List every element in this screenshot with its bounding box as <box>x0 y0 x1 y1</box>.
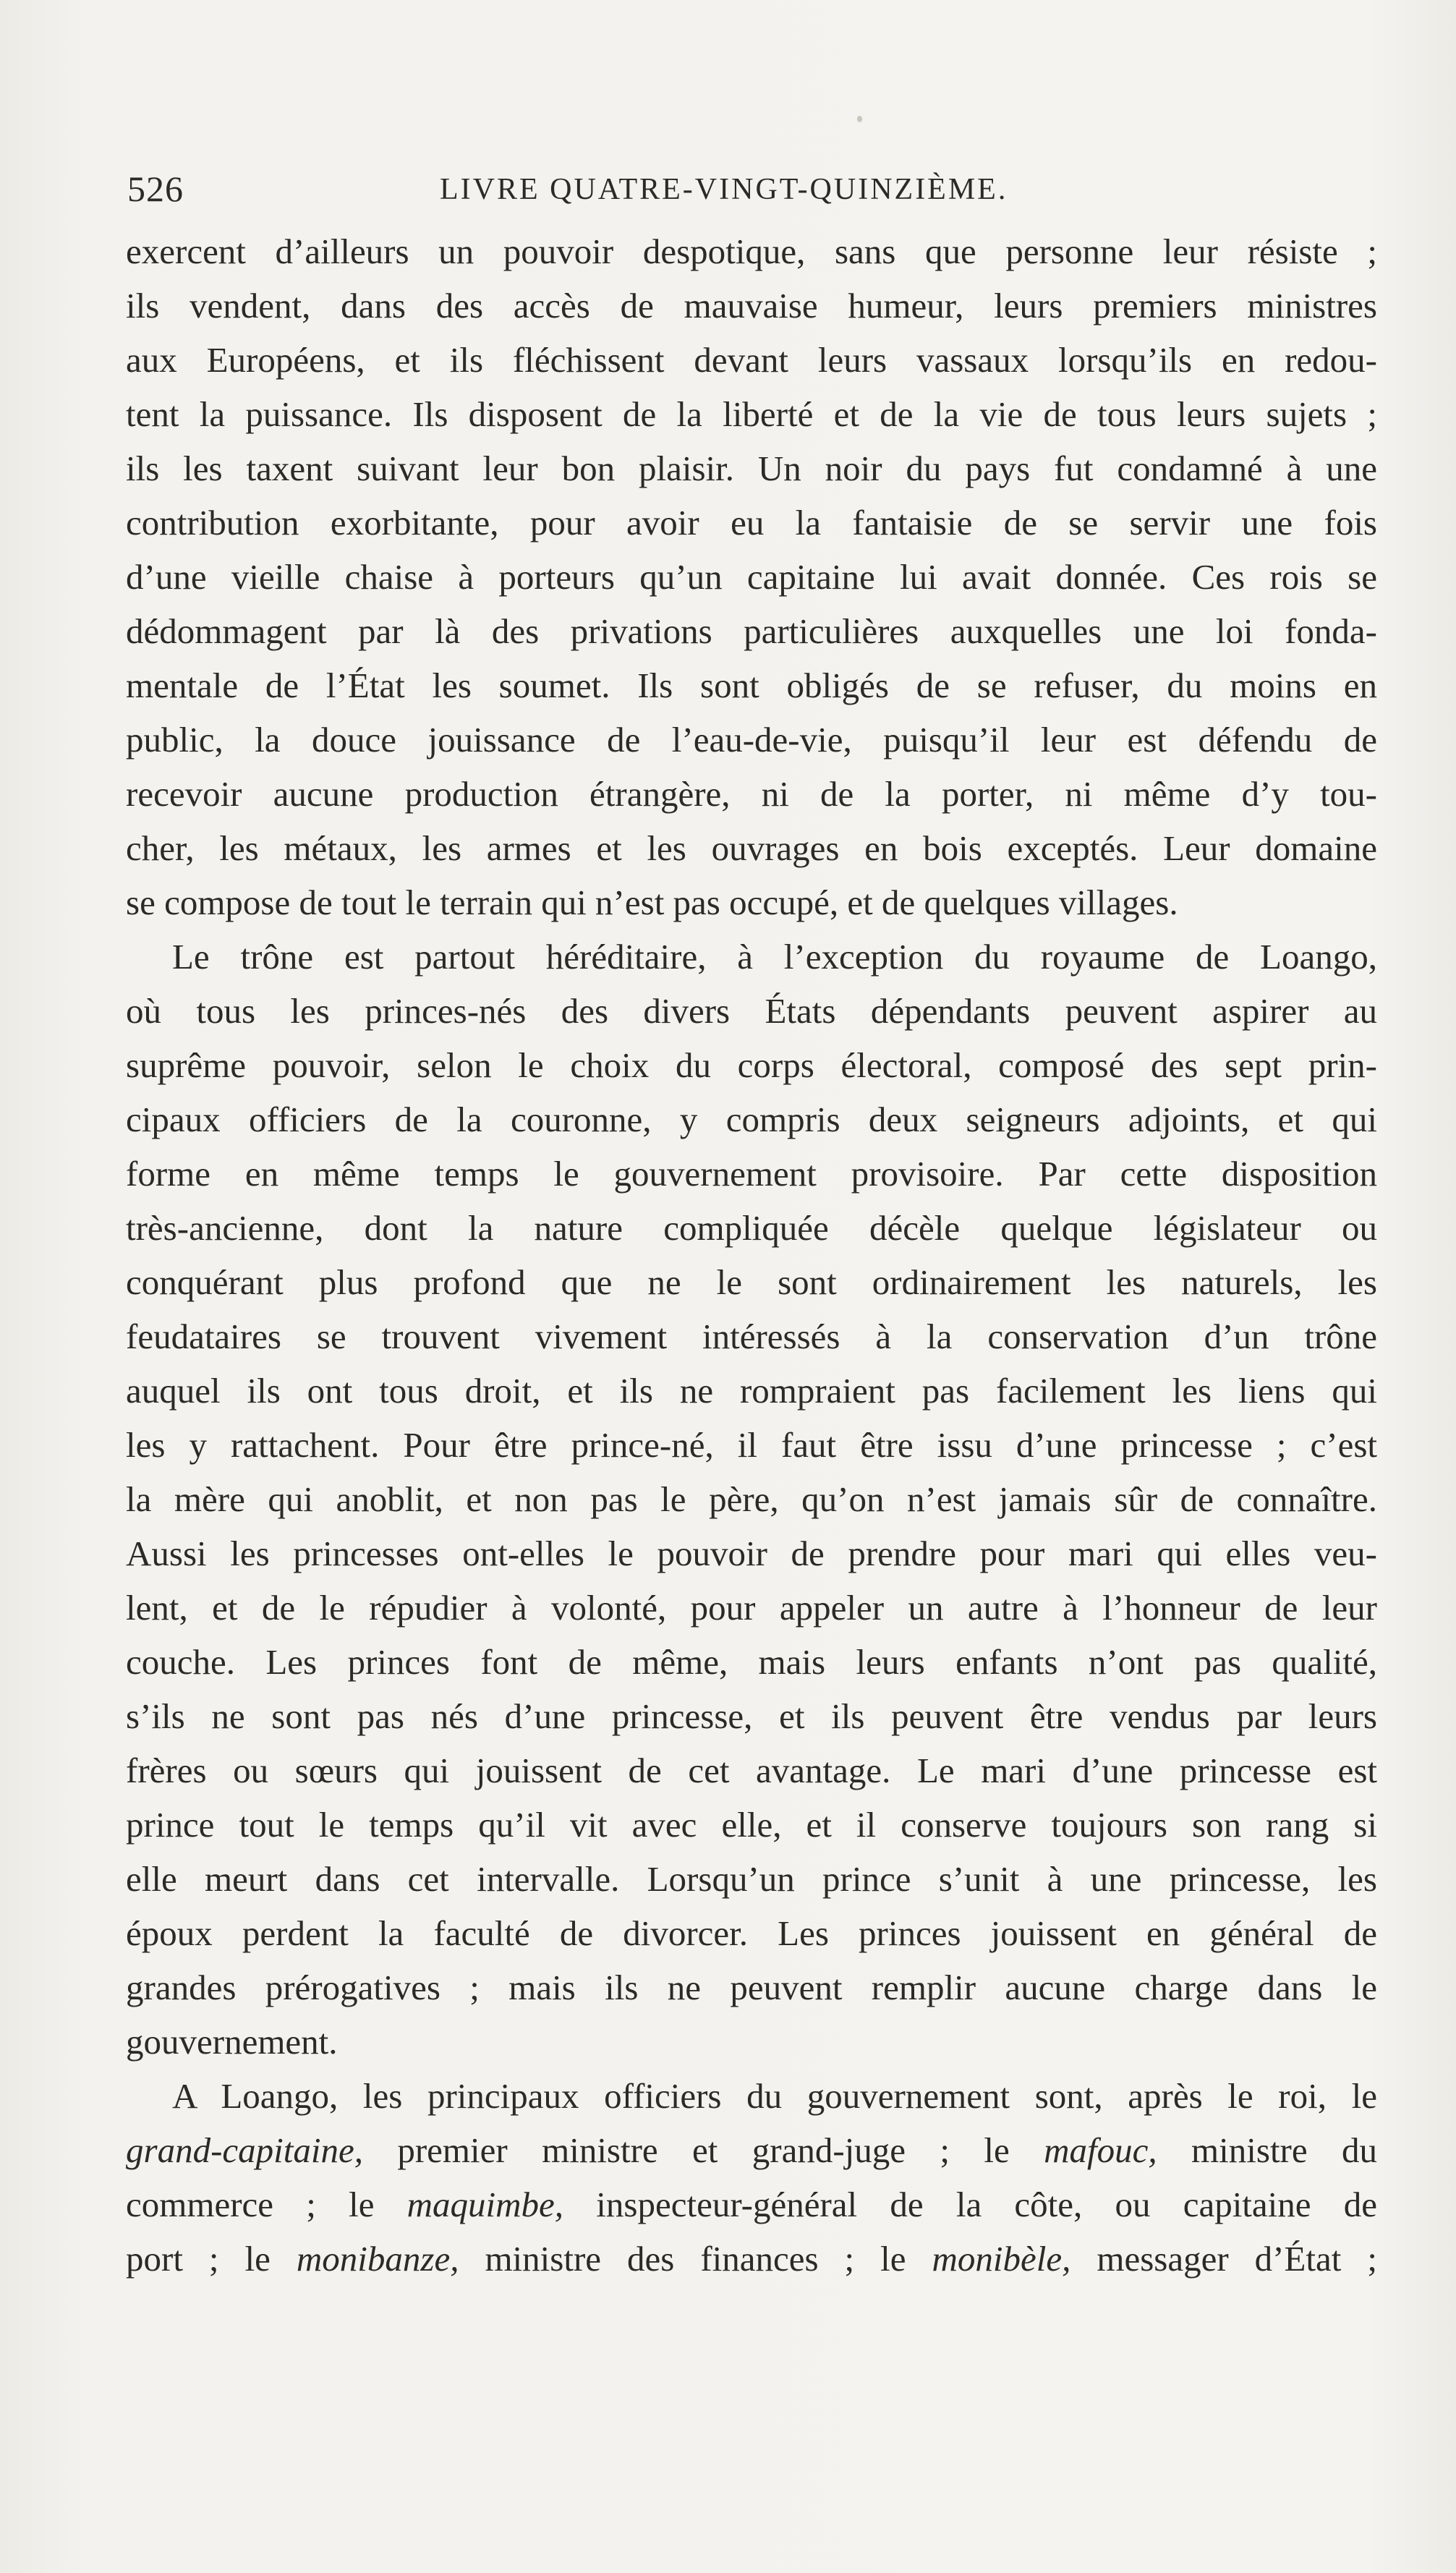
text-segment: inspecteur-général de la côte, ou capitaine de <box>563 2185 1378 2224</box>
paragraph-3 <box>126 2069 1377 2286</box>
text-line: gouvernement. <box>126 2022 338 2062</box>
text-line: suprême pouvoir, selon le choix du corps électoral, composé des sept prin- <box>126 1045 1377 1085</box>
text-line: feudataires se trouvent vivement intéressés à la conservation d’un trône <box>126 1317 1377 1356</box>
text-line: cipaux officiers de la couronne, y compris deux seigneurs adjoints, et qui <box>126 1100 1377 1139</box>
text-segment: premier ministre et grand-juge ; le <box>362 2130 1044 2170</box>
text-segment: ministre des finances ; le <box>459 2239 932 2279</box>
text-segment: messager d’État ; <box>1070 2239 1377 2279</box>
text-segment: port ; le <box>126 2239 297 2279</box>
italic-term: grand-capitaine, <box>126 2130 363 2170</box>
text-segment: ministre du <box>1157 2130 1377 2170</box>
text-line <box>126 2069 1377 2123</box>
text-segment: A Loango, les principaux officiers du gouvernement sont, après le roi, le <box>172 2076 1377 2116</box>
text-line: exercent d’ailleurs un pouvoir despotique, sans que personne leur résiste ; <box>126 231 1377 271</box>
paragraph-2 <box>126 930 1377 2069</box>
body-text <box>126 224 1377 2286</box>
text-line: les y rattachent. Pour être prince-né, il faut être issu d’une princesse ; c’est <box>126 1425 1377 1465</box>
text-line: forme en même temps le gouvernement provisoire. Par cette disposition <box>126 1154 1377 1194</box>
italic-term: monibanze, <box>296 2239 459 2279</box>
text-line: elle meurt dans cet intervalle. Lorsqu’un prince s’unit à une princesse, les <box>126 1859 1377 1899</box>
text-line: public, la douce jouissance de l’eau-de-vie, puisqu’il leur est défendu de <box>126 720 1377 760</box>
running-title: LIVRE QUATRE-VINGT-QUINZIÈME. <box>440 173 1008 206</box>
paper-speck <box>857 116 862 122</box>
text-line: dédommagent par là des privations particulières auxquelles une loi fonda- <box>126 611 1377 651</box>
page-number: 526 <box>127 169 184 209</box>
page-header <box>127 168 1393 211</box>
text-line: très-ancienne, dont la nature compliquée décèle quelque législateur ou <box>126 1208 1377 1248</box>
text-line: conquérant plus profond que ne le sont ordinairement les naturels, les <box>126 1262 1377 1302</box>
text-line <box>126 2177 1377 2232</box>
text-line: auquel ils ont tous droit, et ils ne rompraient pas facilement les liens qui <box>126 1371 1377 1411</box>
text-line: ils vendent, dans des accès de mauvaise humeur, leurs premiers ministres <box>126 286 1377 326</box>
text-line: mentale de l’État les soumet. Ils sont obligés de se refuser, du moins en <box>126 665 1377 705</box>
text-line: aux Européens, et ils fléchissent devant leurs vassaux lorsqu’ils en redou- <box>126 340 1377 380</box>
text-line: frères ou sœurs qui jouissent de cet avantage. Le mari d’une princesse est <box>126 1751 1377 1790</box>
text-line <box>126 2123 1377 2177</box>
text-line: Aussi les princesses ont-elles le pouvoir de prendre pour mari qui elles veu- <box>126 1534 1377 1573</box>
text-line: tent la puissance. Ils disposent de la liberté et de la vie de tous leurs sujets ; <box>126 394 1377 434</box>
text-line: se compose de tout le terrain qui n’est pas occupé, et de quelques villages. <box>126 883 1178 922</box>
text-line: cher, les métaux, les armes et les ouvrages en bois exceptés. Leur domaine <box>126 828 1377 868</box>
text-line: ils les taxent suivant leur bon plaisir. Un noir du pays fut condamné à une <box>126 448 1377 488</box>
paragraph-1 <box>126 224 1377 930</box>
text-line <box>126 2232 1377 2286</box>
text-line: époux perdent la faculté de divorcer. Les princes jouissent en général de <box>126 1913 1377 1953</box>
text-line: d’une vieille chaise à porteurs qu’un capitaine lui avait donnée. Ces rois se <box>126 557 1377 597</box>
text-segment: commerce ; le <box>126 2185 407 2224</box>
text-line: s’ils ne sont pas nés d’une princesse, et ils peuvent être vendus par leurs <box>126 1696 1377 1736</box>
text-line: contribution exorbitante, pour avoir eu la fantaisie de se servir une fois <box>126 503 1377 543</box>
text-line: prince tout le temps qu’il vit avec elle, et il conserve toujours son rang si <box>126 1805 1377 1845</box>
text-line: recevoir aucune production étrangère, ni de la porter, ni même d’y tou- <box>126 774 1377 814</box>
text-line: grandes prérogatives ; mais ils ne peuvent remplir aucune charge dans le <box>126 1968 1377 2007</box>
italic-term: monibèle, <box>932 2239 1071 2279</box>
text-line: Le trône est partout héréditaire, à l’exception du royaume de Loango, <box>172 937 1377 977</box>
text-line: où tous les princes-nés des divers États dépendants peuvent aspirer au <box>126 991 1377 1031</box>
text-line: couche. Les princes font de même, mais leurs enfants n’ont pas qualité, <box>126 1642 1377 1682</box>
text-line: la mère qui anoblit, et non pas le père, qu’on n’est jamais sûr de connaître. <box>126 1479 1377 1519</box>
italic-term: maquimbe, <box>406 2185 564 2224</box>
italic-term: mafouc, <box>1044 2130 1157 2170</box>
text-line: lent, et de le répudier à volonté, pour appeler un autre à l’honneur de leur <box>126 1588 1377 1628</box>
